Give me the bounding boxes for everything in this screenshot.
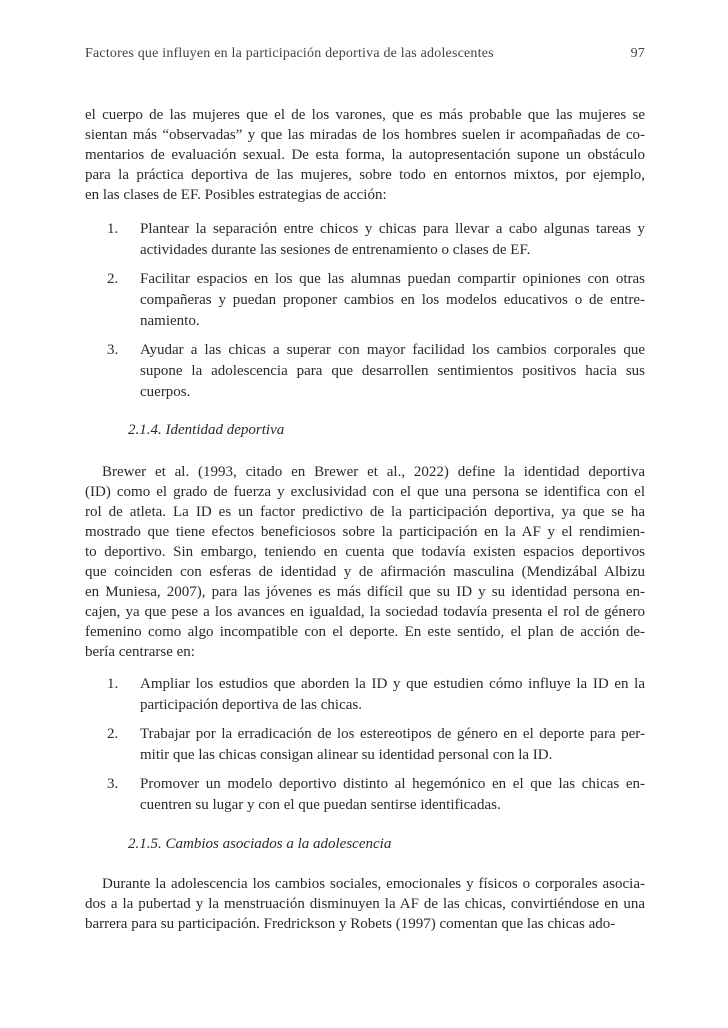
text-line: dos a la pubertad y la menstruación disminuyen la AF de las chicas, convirtiéndose en una	[85, 896, 645, 912]
list-item	[85, 269, 645, 332]
running-head-title: Factores que influyen en la participación deportiva de las adolescentes	[85, 46, 494, 61]
text-line: Durante la adolescencia los cambios sociales, emocionales y físicos o corporales asocia-	[102, 876, 645, 892]
list-item-text	[140, 674, 645, 716]
text-line: Facilitar espacios en los que las alumnas puedan compartir opiniones con otras	[140, 271, 645, 287]
text-line: compañeras y puedan proponer cambios en los modelos educativos o de entre-	[140, 292, 645, 308]
text-line: en Muniesa, 2007), para las jóvenes es más difícil que su ID y su identidad persona en-	[85, 584, 645, 600]
list-item-text	[140, 269, 645, 332]
text-line: cuerpos.	[140, 384, 191, 400]
text-line: cuentren su lugar y con el que puedan sentirse identificadas.	[140, 797, 501, 813]
list-item-number: 1.	[107, 676, 119, 692]
paragraph	[85, 874, 645, 934]
text-line: para la práctica deportiva de las mujeres, sobre todo en entornos mixtos, por ejemplo,	[85, 167, 645, 183]
list-item-number: 3.	[107, 342, 119, 358]
text-line: Trabajar por la erradicación de los estereotipos de género en el deporte para per-	[140, 726, 645, 742]
paragraph	[85, 462, 645, 662]
list-item	[85, 340, 645, 403]
text-line: to deportivo. Sin embargo, teniendo en cuenta que todavía existen espacios deportivos	[85, 544, 645, 560]
list-item-number: 1.	[107, 221, 119, 237]
text-line: que coinciden con esferas de identidad y de afirmación masculina (Mendizábal Albizu	[85, 564, 645, 580]
text-line: supone la adolescencia para que desarrollen sentimientos positivos hacia sus	[140, 363, 645, 379]
paragraph	[85, 105, 645, 205]
text-line: barrera para su participación. Fredrickson y Robets (1997) comentan que las chicas ado-	[85, 916, 616, 932]
running-head	[85, 44, 645, 64]
list-item-number: 3.	[107, 776, 119, 792]
text-line: Ampliar los estudios que aborden la ID y que estudien cómo influye la ID en la	[140, 676, 645, 692]
text-line: cajen, ya que pese a los avances en igualdad, la sociedad todavía presenta el rol de género	[85, 604, 645, 620]
text-line: femenino como algo incompatible con el deporte. En este sentido, el plan de acción de-	[85, 624, 645, 640]
text-line: actividades durante las sesiones de entrenamiento o clases de EF.	[140, 242, 531, 258]
text-line: sientan más “observadas” y que las miradas de los hombres suelen ir acompañadas de co-	[85, 127, 645, 143]
list-item-number: 2.	[107, 271, 119, 287]
page-number: 97	[630, 46, 645, 61]
text-line: Promover un modelo deportivo distinto al hegemónico en el que las chicas en-	[140, 776, 645, 792]
text-line: participación deportiva de las chicas.	[140, 697, 362, 713]
text-line: Brewer et al. (1993, citado en Brewer et al., 2022) define la identidad deportiva	[102, 464, 645, 480]
list-item-number: 2.	[107, 726, 119, 742]
list-item	[85, 219, 645, 261]
text-line: (ID) como el grado de fuerza y exclusividad con el que una persona se identifica con el	[85, 484, 645, 500]
list-item-text	[140, 340, 645, 403]
text-line: mitir que las chicas consigan alinear su identidad personal con la ID.	[140, 747, 553, 763]
text-line: el cuerpo de las mujeres que el de los varones, que es más probable que las mujeres se	[85, 107, 645, 123]
text-line: bería centrarse en:	[85, 644, 195, 660]
section-heading: 2.1.4. Identidad deportiva	[128, 422, 285, 438]
list-item	[85, 674, 645, 716]
text-line: Plantear la separación entre chicos y chicas para llevar a cabo algunas tareas y	[140, 221, 645, 237]
section-heading: 2.1.5. Cambios asociados a la adolescencia	[128, 836, 392, 852]
text-line: rol de atleta. La ID es un factor predictivo de la participación deportiva, ya que se ha	[85, 504, 645, 520]
text-line: Ayudar a las chicas a superar con mayor facilidad los cambios corporales que	[140, 342, 645, 358]
text-line: mostrado que tiene efectos beneficiosos sobre la participación en la AF y el rendimien-	[85, 524, 645, 540]
list-item-text	[140, 724, 645, 766]
text-line: en las clases de EF. Posibles estrategias de acción:	[85, 187, 387, 203]
ordered-list	[85, 674, 645, 816]
ordered-list	[85, 219, 645, 403]
list-item	[85, 724, 645, 766]
list-item-text	[140, 774, 645, 816]
list-item-text	[140, 219, 645, 261]
list-item	[85, 774, 645, 816]
text-line: namiento.	[140, 313, 200, 329]
text-line: mentarios de evaluación sexual. De esta forma, la autopresentación supone un obstáculo	[85, 147, 645, 163]
